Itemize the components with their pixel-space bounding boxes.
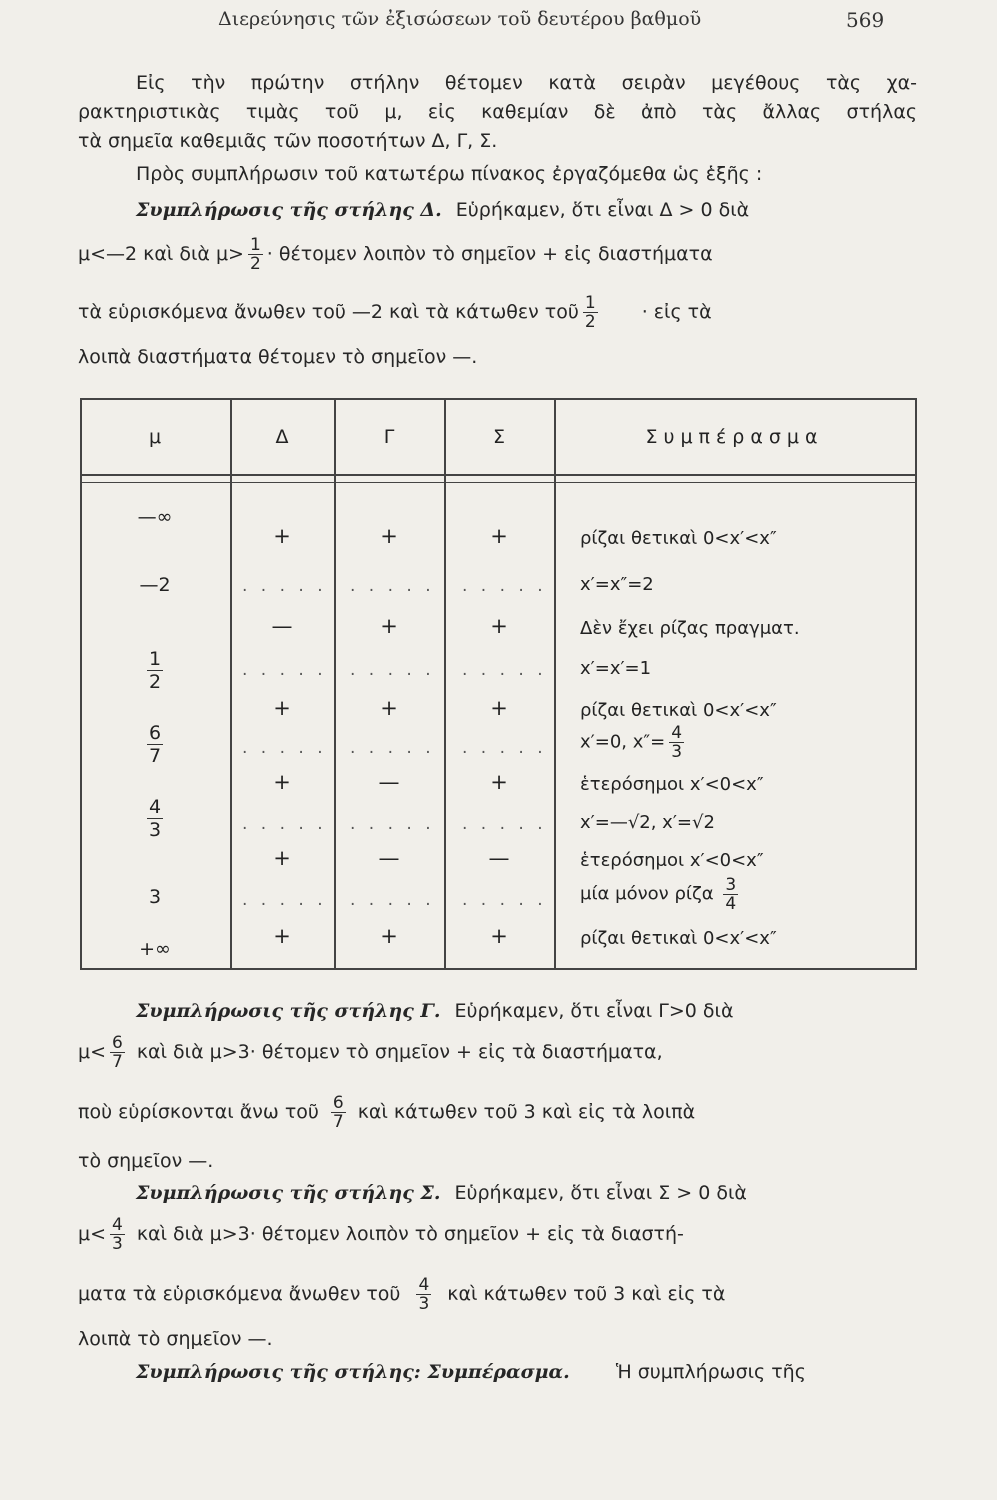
final-paragraph-start: [136, 1361, 806, 1383]
col-header-conclusion: Συμπέρασμα: [645, 426, 824, 448]
frac-num: 6: [112, 1033, 123, 1053]
delta-line-3a: τὰ εὑρισκόμενα ἄνωθεν τοῦ —2 καὶ τὰ κάτωθεν τοῦ: [78, 301, 579, 323]
conclusion-fraction: [723, 876, 738, 913]
gamma-line-2: [78, 1034, 663, 1071]
conclusion-cell: ρίζαι θετικαὶ 0<x′<x″: [580, 528, 777, 549]
intro-line-4: Πρὸς συμπλήρωσιν τοῦ κατωτέρω πίνακος ἐργαζόμεθα ὡς ἑξῆς :: [136, 163, 763, 185]
sigma-line-1: Εὑρήκαμεν, ὅτι εἶναι Σ > 0 διὰ: [454, 1182, 747, 1204]
dotted-separator: . . . . .: [462, 814, 547, 834]
page-number: 569: [846, 8, 885, 32]
sign-cell: +: [490, 770, 508, 794]
dotted-separator: . . . . .: [242, 660, 327, 680]
dotted-separator: . . . . .: [350, 738, 435, 758]
sigma-line-4: λοιπὰ τὸ σημεῖον —.: [78, 1328, 273, 1350]
frac-num: 4: [418, 1275, 430, 1295]
conclusion-cell: ἑτερόσημοι x′<0<x″: [580, 850, 764, 871]
dotted-separator: . . . . .: [462, 738, 547, 758]
sign-cell: +: [273, 524, 291, 548]
conclusion-text: μία μόνον ρίζα: [580, 883, 720, 905]
table-top-border: [80, 398, 917, 400]
sign-cell: +: [273, 846, 291, 870]
dotted-separator: . . . . .: [350, 814, 435, 834]
mu-value: —2: [139, 574, 171, 596]
frac-den: 7: [112, 1052, 123, 1072]
sign-cell: —: [378, 770, 400, 794]
root-value-cell: x′=—√2, x′=√2: [580, 812, 715, 833]
mu-value-fraction: [80, 796, 230, 841]
sigma-heading: Συμπλήρωσις τῆς στήλης Σ.: [136, 1182, 441, 1204]
dotted-separator: . . . . .: [462, 660, 547, 680]
mu-value-fraction: [80, 722, 230, 767]
sign-cell: +: [273, 770, 291, 794]
sign-cell: +: [490, 524, 508, 548]
delta-line-2a: μ<—2 καὶ διὰ μ>: [78, 243, 244, 265]
fraction-four-thirds: [110, 1216, 125, 1253]
dotted-separator: . . . . .: [350, 890, 435, 910]
sigma-line-2: [78, 1216, 684, 1253]
table-right-border: [915, 398, 917, 968]
sign-cell: +: [273, 924, 291, 948]
frac-den: 2: [584, 312, 596, 332]
frac-num: 4: [671, 723, 683, 743]
col-header-sigma: Σ: [492, 426, 505, 448]
delta-line-3b: · εἰς τὰ: [641, 301, 712, 323]
gamma-paragraph-start: [136, 1000, 733, 1022]
intro-line-2: ρακτηριστικὰς τιμὰς τοῦ μ, εἰς καθεμίαν δὲ ἀπὸ τὰς ἄλλας στήλας: [78, 101, 917, 123]
fraction-six-sevenths: [110, 1034, 125, 1071]
delta-heading: Συμπλήρωσις τῆς στήλης Δ.: [136, 199, 442, 221]
conclusion-fraction: [669, 724, 684, 761]
sigma-line-3b: καὶ κάτωθεν τοῦ 3 καὶ εἰς τὰ: [447, 1283, 726, 1305]
dotted-separator: . . . . .: [350, 576, 435, 596]
sigma-line-2a: μ<: [78, 1223, 107, 1245]
col-header-mu: μ: [148, 426, 162, 448]
dotted-separator: . . . . .: [462, 890, 547, 910]
sign-cell: +: [380, 924, 398, 948]
frac-den: 3: [112, 1234, 123, 1254]
gamma-line-3a: ποὺ εὑρίσκονται ἄνω τοῦ: [78, 1101, 319, 1123]
delta-line-3: [78, 294, 712, 331]
gamma-line-2b: καὶ διὰ μ>3· θέτομεν τὸ σημεῖον + εἰς τὰ διαστήματα,: [136, 1041, 663, 1063]
conclusion-text: Ἡ συμπλήρωσις τῆς: [615, 1361, 806, 1383]
frac-num: 1: [584, 293, 596, 313]
root-value-cell: x′=x″=2: [580, 574, 654, 595]
mu-value: 3: [148, 886, 162, 908]
conclusion-cell: ρίζαι θετικαὶ 0<x′<x″: [580, 700, 777, 721]
dotted-separator: . . . . .: [350, 660, 435, 680]
sign-cell: +: [273, 696, 291, 720]
intro-line-3: τὰ σημεῖα καθεμιᾶς τῶν ποσοτήτων Δ, Γ, Σ.: [78, 130, 498, 152]
frac-num: 4: [148, 796, 162, 818]
frac-den: 7: [148, 745, 162, 767]
col-divider-1: [230, 398, 232, 968]
running-header-title: Διερεύνησις τῶν ἐξισώσεων τοῦ δευτέρου βαθμοῦ: [218, 8, 702, 30]
sign-cell: +: [490, 924, 508, 948]
gamma-line-4: τὸ σημεῖον —.: [78, 1150, 214, 1172]
root-value-cell: x′=x′=1: [580, 658, 652, 679]
mu-value: —∞: [137, 506, 173, 528]
frac-num: 1: [249, 235, 261, 255]
sign-cell: —: [488, 846, 510, 870]
frac-num: 6: [148, 722, 162, 744]
sigma-paragraph-start: [136, 1182, 747, 1204]
col-header-delta: Δ: [275, 426, 289, 448]
mu-value: +∞: [139, 938, 171, 960]
delta-line-2b: · θέτομεν λοιπὸν τὸ σημεῖον + εἰς διαστήματα: [266, 243, 713, 265]
frac-num: 4: [112, 1215, 123, 1235]
delta-line-1: Εὑρήκαμεν, ὅτι εἶναι Δ > 0 διὰ: [455, 199, 750, 221]
fraction-four-thirds-b: [416, 1276, 431, 1313]
table-header-border: [80, 474, 917, 476]
sign-cell: +: [380, 696, 398, 720]
frac-num: 3: [725, 875, 737, 895]
gamma-line-2a: μ<: [78, 1041, 107, 1063]
mu-value-fraction: [80, 648, 230, 693]
sign-cell: +: [490, 614, 508, 638]
dotted-separator: . . . . .: [242, 890, 327, 910]
gamma-line-1: Εὑρήκαμεν, ὅτι εἶναι Γ>0 διὰ: [454, 1000, 734, 1022]
delta-line-2: [78, 236, 713, 273]
dotted-separator: . . . . .: [242, 576, 327, 596]
sigma-line-2b: καὶ διὰ μ>3· θέτομεν λοιπὸν τὸ σημεῖον + εἰς τὰ διαστή-: [136, 1223, 684, 1245]
frac-num: 6: [332, 1093, 344, 1113]
col-divider-4: [554, 398, 556, 968]
frac-den: 2: [249, 254, 261, 274]
fraction-six-sevenths-b: [331, 1094, 346, 1131]
col-divider-3: [444, 398, 446, 968]
gamma-heading: Συμπλήρωσις τῆς στήλης Γ.: [136, 1000, 441, 1022]
table-bottom-border: [80, 968, 917, 970]
fraction-one-half-b: [583, 294, 598, 331]
sign-cell: +: [380, 524, 398, 548]
conclusion-text: x′=0, x″=: [580, 731, 666, 753]
frac-den: 7: [332, 1112, 344, 1132]
table-header-border-2: [80, 482, 917, 483]
frac-den: 3: [148, 819, 162, 841]
conclusion-cell: Δὲν ἔχει ρίζας πραγματ.: [580, 618, 800, 639]
conclusion-cell: ἑτερόσημοι x′<0<x″: [580, 774, 764, 795]
gamma-line-3b: καὶ κάτωθεν τοῦ 3 καὶ εἰς τὰ λοιπὰ: [357, 1101, 696, 1123]
frac-den: 2: [148, 671, 162, 693]
delta-line-4: λοιπὰ διαστήματα θέτομεν τὸ σημεῖον —.: [78, 346, 478, 368]
frac-num: 1: [148, 648, 162, 670]
root-value-cell: [580, 876, 742, 913]
sign-cell: —: [378, 846, 400, 870]
sigma-line-3: [78, 1276, 725, 1313]
sign-cell: —: [271, 614, 293, 638]
delta-paragraph-start: [136, 199, 749, 221]
fraction-one-half: [248, 236, 263, 273]
conclusion-heading: Συμπλήρωσις τῆς στήλης: Συμπέρασμα.: [136, 1361, 570, 1383]
intro-line-1: Εἰς τὴν πρώτην στήλην θέτομεν κατὰ σειρὰν μεγέθους τὰς χα-: [136, 72, 917, 94]
gamma-line-3: [78, 1094, 695, 1131]
col-divider-2: [334, 398, 336, 968]
dotted-separator: . . . . .: [242, 814, 327, 834]
sign-table: [80, 398, 917, 972]
frac-den: 3: [671, 742, 683, 762]
sigma-line-3a: ματα τὰ εὑρισκόμενα ἄνωθεν τοῦ: [78, 1283, 401, 1305]
conclusion-cell: ρίζαι θετικαὶ 0<x′<x″: [580, 928, 777, 949]
sign-cell: +: [490, 696, 508, 720]
col-header-gamma: Γ: [383, 426, 395, 448]
frac-den: 3: [418, 1294, 430, 1314]
dotted-separator: . . . . .: [242, 738, 327, 758]
sign-cell: +: [380, 614, 398, 638]
dotted-separator: . . . . .: [462, 576, 547, 596]
root-value-cell: [580, 724, 688, 761]
frac-den: 4: [725, 894, 737, 914]
